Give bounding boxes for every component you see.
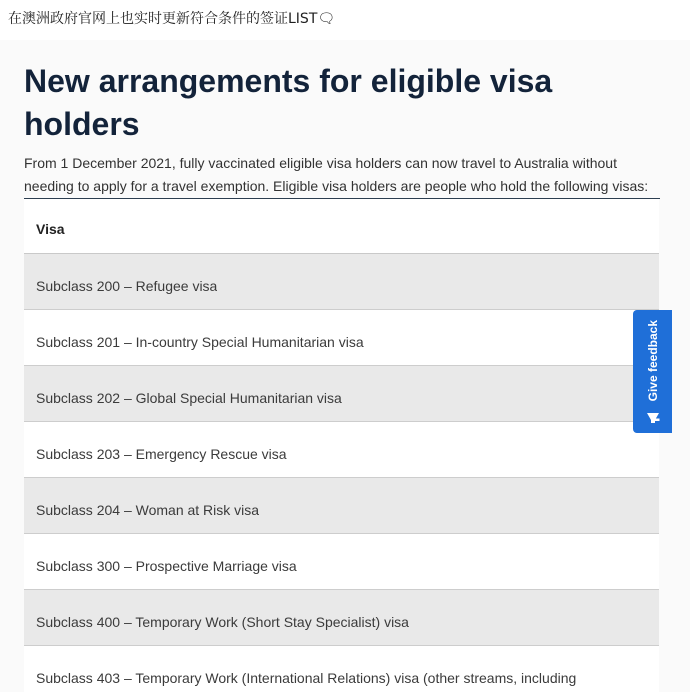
- post-caption: 在澳洲政府官网上也实时更新符合条件的签证LIST🗨: [8, 11, 336, 27]
- table-row: [24, 534, 659, 590]
- visa-cell: Subclass 300 – Prospective Marriage visa: [36, 557, 297, 574]
- table-row: [24, 310, 659, 366]
- give-feedback-label: Give feedback: [645, 320, 660, 402]
- table-row: [24, 422, 659, 478]
- intro-paragraph: From 1 December 2021, fully vaccinated eligible visa holders can now travel to Australia without needing to apply for a travel exemption. Eligible visa holders are people who hold the following visas:: [24, 152, 660, 199]
- column-header-visa: Visa: [36, 221, 65, 237]
- visa-cell: Subclass 204 – Woman at Risk visa: [36, 501, 260, 518]
- visa-cell: Subclass 203 – Emergency Rescue visa: [36, 445, 287, 462]
- table-row: [24, 646, 659, 692]
- table-row: [24, 366, 659, 422]
- table-row: [24, 478, 659, 534]
- webpage-screenshot: [0, 40, 690, 692]
- megaphone-icon: [645, 409, 661, 425]
- visa-cell: Subclass 400 – Temporary Work (Short Stay Specialist) visa: [36, 613, 409, 630]
- visa-cell: Subclass 403 – Temporary Work (International Relations) visa (other streams, including: [36, 669, 577, 686]
- visa-cell: Subclass 202 – Global Special Humanitarian visa: [36, 389, 342, 406]
- visa-table: [24, 199, 659, 692]
- table-row: [24, 590, 659, 646]
- page-title: New arrangements for eligible visa holders: [24, 63, 553, 142]
- table-header: [24, 199, 659, 254]
- visa-cell: Subclass 201 – In-country Special Humanitarian visa: [36, 333, 364, 350]
- table-row: [24, 254, 659, 310]
- visa-cell: Subclass 200 – Refugee visa: [36, 277, 218, 294]
- give-feedback-button[interactable]: [633, 310, 672, 433]
